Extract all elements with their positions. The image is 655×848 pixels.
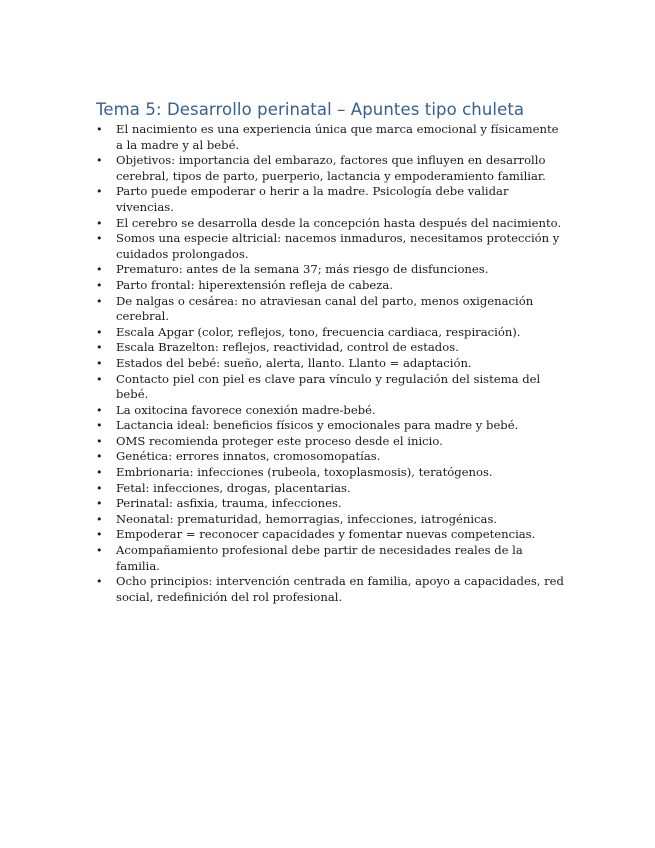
list-item-text: Parto frontal: hiperextensión refleja de cabeza. — [116, 277, 393, 292]
bullet-icon: • — [96, 575, 103, 589]
list-item — [96, 434, 566, 450]
bullet-icon: • — [96, 185, 103, 199]
list-item-text: Perinatal: asfixia, trauma, infecciones. — [116, 496, 342, 511]
bullet-icon: • — [96, 403, 103, 417]
list-item-text: Objetivos: importancia del embarazo, factores que influyen en desarrollo cerebral, tipos de parto, puerperio, lactancia y empoderamiento familiar. — [116, 153, 546, 183]
list-item — [96, 294, 566, 325]
bullet-icon: • — [96, 278, 103, 292]
list-item-text: Contacto piel con piel es clave para vínculo y regulación del sistema del bebé. — [116, 371, 541, 402]
list-item — [96, 216, 566, 232]
list-item — [96, 262, 566, 278]
list-item-text: Embrionaria: infecciones (rubeola, toxoplasmosis), teratógenos. — [116, 465, 493, 480]
bullet-icon: • — [96, 356, 103, 370]
bullet-icon: • — [96, 481, 103, 495]
list-item — [96, 231, 566, 262]
list-item-text: El nacimiento es una experiencia única que marca emocional y físicamente a la madre y al bebé. — [116, 122, 559, 152]
bullet-icon: • — [96, 419, 103, 433]
list-item — [96, 465, 566, 481]
list-item-text: Ocho principios: intervención centrada en familia, apoyo a capacidades, red social, redefinición del rol profesional. — [116, 574, 564, 604]
list-item — [96, 403, 566, 419]
bullet-icon: • — [96, 544, 103, 558]
bullet-icon: • — [96, 434, 103, 448]
list-item-text: Prematuro: antes de la semana 37; más riesgo de disfunciones. — [116, 262, 489, 277]
list-item-text: Neonatal: prematuridad, hemorragias, infecciones, iatrogénicas. — [116, 511, 498, 526]
bullet-icon: • — [96, 232, 103, 246]
bullet-list — [96, 122, 566, 605]
list-item-text: Estados del bebé: sueño, alerta, llanto. Llanto = adaptación. — [116, 355, 472, 370]
list-item-text: Parto puede empoderar o herir a la madre. Psicología debe validar vivencias. — [116, 184, 509, 214]
bullet-icon: • — [96, 497, 103, 511]
list-item — [96, 153, 566, 184]
list-item — [96, 122, 566, 153]
bullet-icon: • — [96, 123, 103, 136]
list-item-text: Somos una especie altricial: nacemos inmaduros, necesitamos protección y cuidados prolongados. — [116, 231, 560, 261]
list-item-text: Escala Apgar (color, reflejos, tono, frecuencia cardiaca, respiración). — [116, 324, 521, 339]
bullet-icon: • — [96, 263, 103, 277]
list-item — [96, 184, 566, 215]
list-item — [96, 543, 566, 574]
list-item — [96, 340, 566, 356]
list-item — [96, 418, 566, 434]
document-title: Tema 5: Desarrollo perinatal – Apuntes tipo chuleta — [96, 100, 525, 119]
bullet-icon: • — [96, 528, 103, 542]
list-item — [96, 356, 566, 372]
bullet-icon: • — [96, 466, 103, 480]
list-item-text: Acompañamiento profesional debe partir de necesidades reales de la familia. — [116, 543, 523, 573]
list-item-text: El cerebro se desarrolla desde la concepción hasta después del nacimiento. — [116, 215, 562, 230]
bullet-icon: • — [96, 216, 103, 230]
list-item — [96, 527, 566, 543]
list-item — [96, 481, 566, 497]
list-item — [96, 372, 566, 403]
list-item — [96, 512, 566, 528]
list-item-text: Empoderar = reconocer capacidades y fomentar nuevas competencias. — [116, 527, 536, 542]
bullet-icon: • — [96, 512, 103, 526]
bullet-icon: • — [96, 294, 103, 308]
list-item-text: La oxitocina favorece conexión madre-bebé. — [116, 402, 376, 417]
bullet-icon: • — [96, 450, 103, 464]
list-item-text: Lactancia ideal: beneficios físicos y emocionales para madre y bebé. — [116, 418, 519, 433]
bullet-icon: • — [96, 341, 103, 355]
list-item-text: Escala Brazelton: reflejos, reactividad, control de estados. — [116, 340, 459, 355]
list-item-text: OMS recomienda proteger este proceso desde el inicio. — [116, 433, 443, 448]
list-item — [96, 449, 566, 465]
list-item-text: De nalgas o cesárea: no atraviesan canal del parto, menos oxigenación cerebral. — [116, 293, 534, 324]
list-item — [96, 278, 566, 294]
list-item — [96, 496, 566, 512]
bullet-icon: • — [96, 325, 103, 339]
list-item — [96, 325, 566, 341]
list-item-text: Genética: errores innatos, cromosomopatías. — [116, 449, 381, 464]
list-item — [96, 574, 566, 605]
list-item-text: Fetal: infecciones, drogas, placentarias. — [116, 480, 351, 495]
bullet-icon: • — [96, 154, 103, 168]
bullet-icon: • — [96, 372, 103, 386]
